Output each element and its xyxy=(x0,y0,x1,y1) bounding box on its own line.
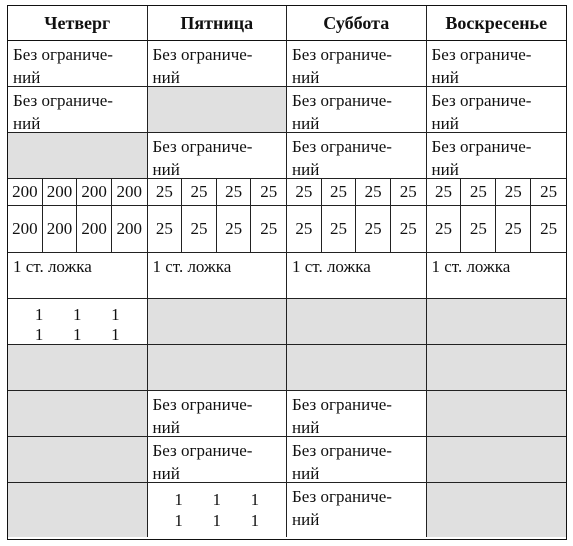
text-line-2: ний xyxy=(292,464,320,483)
header-sunday: Воскресенье xyxy=(427,6,567,41)
one-value: 1 xyxy=(34,305,44,324)
one-value: 1 xyxy=(34,325,44,344)
cell-quantities-25 xyxy=(287,179,427,206)
cell-quantities-200 xyxy=(8,206,148,253)
quantity-value: 25 xyxy=(356,206,391,252)
cell-unlimited xyxy=(287,133,427,179)
cell-quantities-25 xyxy=(427,179,567,206)
spoon-text: 1 ст. ложка xyxy=(152,257,232,276)
text-line-2: ний xyxy=(431,68,459,87)
text-line-1: Без ограниче- xyxy=(292,395,392,414)
quantity-value: 25 xyxy=(148,179,183,205)
quantity-value: 25 xyxy=(496,179,531,205)
quantity-value: 200 xyxy=(116,182,142,201)
cell-unlimited xyxy=(148,391,288,437)
quantity-value: 200 xyxy=(8,179,43,205)
quantity-value: 200 xyxy=(77,206,112,252)
quantity-value: 25 xyxy=(399,182,417,201)
one-value: 1 xyxy=(250,489,260,509)
one-value: 1 xyxy=(72,305,82,324)
quantity-value: 25 xyxy=(260,219,278,238)
cell-empty-shaded xyxy=(287,299,427,345)
quantity-value: 25 xyxy=(427,206,462,252)
quantity-value: 25 xyxy=(496,206,531,252)
text-line-2: ний xyxy=(152,160,180,179)
text-line-2: ний xyxy=(152,68,180,87)
quantity-value: 25 xyxy=(461,206,496,252)
text-line-2: ний xyxy=(292,418,320,437)
text-line-1: Без ограниче- xyxy=(152,395,253,414)
cell-empty-shaded xyxy=(8,345,148,391)
cell-ones xyxy=(148,483,288,537)
cell-empty-shaded xyxy=(8,483,148,537)
text-line-2: ний xyxy=(152,418,180,437)
cell-ones xyxy=(8,299,148,345)
one-value: 1 xyxy=(111,325,120,344)
quantity-value: 25 xyxy=(322,179,357,205)
text-line-1: Без ограниче- xyxy=(152,45,253,64)
cell-empty-shaded xyxy=(427,345,567,391)
text-line-1: Без ограниче- xyxy=(13,45,113,64)
text-line-1: Без ограниче- xyxy=(152,441,253,460)
cell-empty-shaded xyxy=(8,133,148,179)
text-line-2: ний xyxy=(292,510,320,529)
cell-empty-shaded xyxy=(8,437,148,483)
cell-unlimited xyxy=(148,133,288,179)
quantity-value: 25 xyxy=(461,179,496,205)
cell-spoon xyxy=(148,253,288,299)
quantity-value: 25 xyxy=(322,206,357,252)
quantity-value: 200 xyxy=(8,206,43,252)
quantity-value: 25 xyxy=(287,206,322,252)
cell-quantities-25 xyxy=(148,206,288,253)
cell-empty-shaded xyxy=(427,437,567,483)
quantity-value: 25 xyxy=(217,206,252,252)
quantity-value: 25 xyxy=(540,219,558,238)
text-line-1: Без ограниче- xyxy=(431,91,532,110)
cell-empty-shaded xyxy=(427,391,567,437)
cell-unlimited xyxy=(287,483,427,537)
cell-empty-shaded xyxy=(148,87,288,133)
quantity-value: 25 xyxy=(182,179,217,205)
spoon-text: 1 ст. ложка xyxy=(431,257,511,276)
text-line-2: ний xyxy=(292,68,320,87)
cell-unlimited xyxy=(427,87,567,133)
text-line-2: ний xyxy=(292,160,320,179)
quantity-value: 200 xyxy=(116,219,142,238)
spoon-text: 1 ст. ложка xyxy=(292,257,371,276)
cell-unlimited xyxy=(287,87,427,133)
text-line-1: Без ограниче- xyxy=(292,91,392,110)
one-value: 1 xyxy=(72,325,82,344)
weekly-schedule-table xyxy=(7,5,567,540)
text-line-1: Без ограниче- xyxy=(292,487,392,506)
quantity-value: 200 xyxy=(43,179,78,205)
quantity-value: 25 xyxy=(148,206,183,252)
one-value: 1 xyxy=(250,510,260,530)
cell-spoon xyxy=(8,253,148,299)
spoon-text: 1 ст. ложка xyxy=(13,257,92,276)
quantity-value: 25 xyxy=(287,179,322,205)
quantity-value: 25 xyxy=(540,182,558,201)
quantity-value: 25 xyxy=(356,179,391,205)
cell-unlimited xyxy=(287,391,427,437)
cell-unlimited xyxy=(8,41,148,87)
text-line-2: ний xyxy=(292,114,320,133)
text-line-1: Без ограниче- xyxy=(152,137,253,156)
quantity-value: 25 xyxy=(182,206,217,252)
quantity-value: 25 xyxy=(399,219,417,238)
header-saturday: Суббота xyxy=(287,6,427,41)
cell-quantities-200 xyxy=(8,179,148,206)
text-line-2: ний xyxy=(13,114,41,133)
cell-empty-shaded xyxy=(8,391,148,437)
cell-unlimited xyxy=(427,41,567,87)
text-line-1: Без ограниче- xyxy=(292,137,392,156)
text-line-1: Без ограниче- xyxy=(431,45,532,64)
cell-unlimited xyxy=(148,41,288,87)
cell-spoon xyxy=(427,253,567,299)
cell-unlimited xyxy=(287,41,427,87)
quantity-value: 25 xyxy=(427,179,462,205)
quantity-value: 25 xyxy=(217,179,252,205)
header-friday: Пятница xyxy=(148,6,288,41)
text-line-2: ний xyxy=(13,68,41,87)
cell-unlimited xyxy=(148,437,288,483)
cell-empty-shaded xyxy=(148,345,288,391)
one-value: 1 xyxy=(174,489,183,509)
cell-empty-shaded xyxy=(287,345,427,391)
cell-unlimited xyxy=(8,87,148,133)
text-line-1: Без ограниче- xyxy=(13,91,113,110)
cell-quantities-25 xyxy=(287,206,427,253)
cell-quantities-25 xyxy=(148,179,288,206)
quantity-value: 200 xyxy=(77,179,112,205)
text-line-1: Без ограниче- xyxy=(292,45,392,64)
cell-quantities-25 xyxy=(427,206,567,253)
cell-spoon xyxy=(287,253,427,299)
cell-empty-shaded xyxy=(427,299,567,345)
cell-empty-shaded xyxy=(427,483,567,537)
cell-empty-shaded xyxy=(148,299,288,345)
header-thursday: Четверг xyxy=(8,6,148,41)
cell-unlimited xyxy=(427,133,567,179)
cell-unlimited xyxy=(287,437,427,483)
text-line-1: Без ограниче- xyxy=(431,137,532,156)
one-value: 1 xyxy=(111,305,120,324)
quantity-value: 200 xyxy=(43,206,78,252)
text-line-2: ний xyxy=(431,114,459,133)
text-line-2: ний xyxy=(431,160,459,179)
one-value: 1 xyxy=(174,510,183,530)
text-line-1: Без ограниче- xyxy=(292,441,392,460)
quantity-value: 25 xyxy=(260,182,278,201)
text-line-2: ний xyxy=(152,464,180,483)
one-value: 1 xyxy=(212,489,221,509)
one-value: 1 xyxy=(212,510,221,530)
